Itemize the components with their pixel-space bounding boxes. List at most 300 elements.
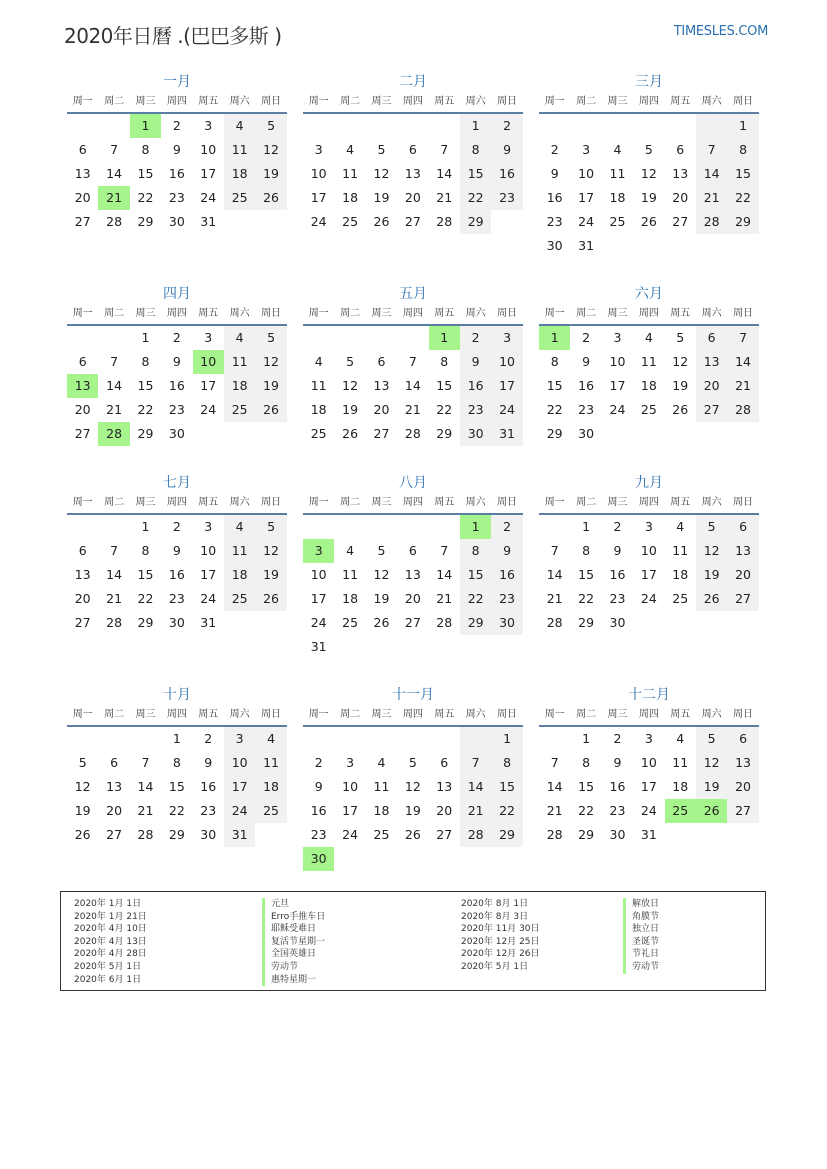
day-cell-empty [67,114,98,138]
day-cell: 7 [440,543,449,558]
weekday-header [303,304,523,326]
day-cell: 17 [491,374,522,398]
day-cell: 13 [727,751,758,775]
day-grid [303,326,523,446]
weekday-header [67,304,287,326]
day-cell: 3 [644,731,653,746]
day-cell: 11 [224,539,255,563]
weekday-label: 周二 [104,497,125,508]
day-cell: 14 [436,166,453,181]
day-cell: 16 [609,567,626,582]
day-cell: 4 [644,330,653,345]
weekday-label: 周一 [72,709,93,720]
month-name: 十二月 [628,687,670,703]
weekday-label: 周三 [135,497,156,508]
day-cell: 6 [696,326,727,350]
day-cell: 2 [172,118,181,133]
day-cell: 9 [613,543,622,558]
day-cell: 30 [609,615,626,630]
weekday-label: 周六 [229,96,250,107]
day-cell: 14 [106,567,123,582]
day-cell: 8 [727,138,758,162]
day-cell: 15 [137,567,154,582]
weekday-label: 周四 [166,497,187,508]
day-cell-empty [397,326,428,350]
day-cell: 19 [255,563,286,587]
day-cell: 21 [106,402,123,417]
day-cell: 18 [255,775,286,799]
day-cell: 13 [404,166,421,181]
day-cell: 16 [546,190,563,205]
holiday-dates-left [74,898,147,986]
weekday-label: 周三 [371,497,392,508]
day-cell: 20 [373,402,390,417]
weekday-header [67,493,287,515]
day-cell: 15 [727,162,758,186]
day-cell: 18 [224,162,255,186]
day-cell-empty [397,114,428,138]
day-cell: 17 [640,779,657,794]
day-cell: 18 [342,591,359,606]
day-cell: 5 [377,142,386,157]
day-cell: 8 [440,354,449,369]
day-cell: 6 [727,515,758,539]
day-cell: 3 [224,727,255,751]
day-cell: 20 [74,591,91,606]
day-cell: 11 [609,166,626,181]
day-cell: 16 [310,803,327,818]
weekday-label: 周四 [402,308,423,319]
day-cell: 4 [255,727,286,751]
month-name: 二月 [399,74,427,90]
day-cell-empty [334,727,365,751]
day-cell: 13 [696,350,727,374]
weekday-label: 周一 [544,96,565,107]
day-cell: 7 [141,755,150,770]
day-cell: 14 [727,350,758,374]
day-cell-empty [633,114,664,138]
day-cell: 24 [200,402,217,417]
day-cell-empty [696,114,727,138]
day-cell: 28 [436,615,453,630]
day-cell-empty [429,515,460,539]
month-block [67,473,287,635]
holiday-name: Erro手推车日 [262,911,325,924]
weekday-label: 周六 [701,96,722,107]
day-cell: 3 [582,142,591,157]
weekday-label: 周一 [308,709,329,720]
weekday-label: 周日 [733,96,754,107]
weekday-label: 周日 [733,709,754,720]
weekday-label: 周日 [261,308,282,319]
day-cell: 7 [110,543,119,558]
day-cell: 9 [172,543,181,558]
day-cell: 25 [342,615,359,630]
day-cell: 26 [74,827,91,842]
day-cell: 5 [696,515,727,539]
day-cell: 17 [609,378,626,393]
weekday-label: 周五 [434,96,455,107]
holiday-date: 2020年 4月 13日 [74,936,147,947]
holiday-date: 2020年 4月 10日 [74,924,147,935]
day-cell: 31 [491,422,522,446]
holiday-name: 角膜节 [623,911,659,924]
month-name: 一月 [163,74,191,90]
day-cell: 3 [204,519,213,534]
day-cell: 31 [578,238,595,253]
day-cell: 21 [436,591,453,606]
holiday-name: 元旦 [262,898,325,911]
holiday-names-right [623,898,659,974]
day-cell: 2 [613,519,622,534]
month-name: 八月 [399,475,427,491]
day-cell: 16 [491,162,522,186]
day-cell-empty [98,114,129,138]
day-cell: 1 [460,114,491,138]
day-cell: 7 [440,142,449,157]
day-cell: 13 [436,779,453,794]
month-block [303,72,523,234]
day-cell: 12 [255,138,286,162]
day-cell: 27 [74,214,91,229]
weekday-label: 周四 [402,497,423,508]
day-cell-holiday: 1 [130,114,161,138]
day-cell: 10 [200,543,217,558]
day-cell: 15 [491,775,522,799]
day-cell: 13 [106,779,123,794]
day-cell: 17 [224,775,255,799]
day-cell: 11 [640,354,657,369]
day-cell: 10 [200,142,217,157]
day-cell: 26 [640,214,657,229]
weekday-label: 周三 [371,709,392,720]
page-title: 2020年日曆 .(巴巴多斯 ) [64,24,282,48]
day-cell: 12 [696,751,727,775]
day-cell: 5 [78,755,87,770]
day-cell-holiday: 10 [193,350,224,374]
day-cell: 27 [74,426,91,441]
month-name: 七月 [163,475,191,491]
day-cell: 12 [373,567,390,582]
weekday-label: 周四 [638,497,659,508]
day-cell: 30 [168,615,185,630]
day-cell: 10 [578,166,595,181]
day-cell: 18 [342,190,359,205]
day-cell: 20 [74,402,91,417]
weekday-label: 周四 [402,709,423,720]
day-cell: 6 [78,142,87,157]
day-cell: 24 [224,799,255,823]
day-cell: 6 [440,755,449,770]
day-cell: 3 [314,142,323,157]
weekday-label: 周日 [261,497,282,508]
day-cell: 7 [550,755,559,770]
day-cell-empty [334,515,365,539]
weekday-label: 周四 [638,96,659,107]
weekday-label: 周二 [104,709,125,720]
month-name: 六月 [635,286,663,302]
weekday-label: 周五 [434,308,455,319]
day-cell: 24 [342,827,359,842]
day-cell: 18 [224,374,255,398]
holiday-name: 劳动节 [262,961,325,974]
day-cell: 2 [491,114,522,138]
day-cell: 27 [436,827,453,842]
day-cell: 25 [342,214,359,229]
weekday-label: 周三 [607,96,628,107]
weekday-label: 周一 [308,96,329,107]
day-cell: 8 [141,354,150,369]
day-cell: 2 [550,142,559,157]
day-cell: 8 [460,539,491,563]
day-cell: 6 [727,727,758,751]
month-block [303,473,523,659]
day-cell: 28 [546,827,563,842]
day-cell: 2 [582,330,591,345]
day-cell: 3 [346,755,355,770]
month-block [539,685,759,847]
day-cell: 19 [672,378,689,393]
day-cell: 24 [200,190,217,205]
day-cell: 20 [436,803,453,818]
day-cell: 20 [727,775,758,799]
day-cell: 22 [578,591,595,606]
day-cell: 29 [460,611,491,635]
day-cell: 22 [491,799,522,823]
day-grid [67,515,287,635]
day-cell: 11 [672,755,689,770]
weekday-label: 周二 [576,497,597,508]
day-cell: 5 [255,326,286,350]
day-cell: 16 [491,563,522,587]
day-cell: 26 [255,398,286,422]
day-cell: 28 [106,214,123,229]
weekday-label: 周六 [701,709,722,720]
holiday-name: 解放日 [623,898,659,911]
weekday-label: 周二 [576,96,597,107]
day-cell-empty [602,114,633,138]
day-cell: 21 [546,803,563,818]
day-cell: 8 [550,354,559,369]
day-cell: 11 [342,166,359,181]
weekday-header [67,92,287,114]
day-cell: 26 [342,426,359,441]
day-cell: 2 [613,731,622,746]
weekday-label: 周三 [135,308,156,319]
holiday-date: 2020年 1月 1日 [74,899,142,909]
weekday-label: 周二 [340,709,361,720]
day-cell-empty [539,727,570,751]
day-cell: 18 [672,779,689,794]
day-cell: 5 [346,354,355,369]
day-cell: 7 [408,354,417,369]
day-cell-empty [397,515,428,539]
day-cell: 5 [408,755,417,770]
day-cell: 11 [255,751,286,775]
day-cell: 31 [640,827,657,842]
weekday-label: 周二 [104,308,125,319]
day-cell: 23 [491,587,522,611]
day-cell: 30 [460,422,491,446]
day-cell-holiday: 1 [460,515,491,539]
day-cell: 27 [404,214,421,229]
day-cell: 12 [255,350,286,374]
day-cell: 25 [224,587,255,611]
day-cell: 8 [141,142,150,157]
day-cell: 27 [672,214,689,229]
day-cell: 14 [546,567,563,582]
holiday-name: 复活节星期一 [262,936,325,949]
day-cell: 29 [137,214,154,229]
day-cell: 18 [609,190,626,205]
holiday-name: 独立日 [623,923,659,936]
day-cell: 21 [460,799,491,823]
day-grid [67,727,287,847]
month-block [67,284,287,446]
weekday-label: 周三 [371,96,392,107]
day-cell: 13 [74,567,91,582]
weekday-label: 周一 [544,497,565,508]
day-cell: 20 [672,190,689,205]
day-cell: 12 [696,539,727,563]
day-cell: 22 [546,402,563,417]
day-cell: 6 [78,354,87,369]
day-grid [303,515,523,659]
day-cell: 17 [310,591,327,606]
weekday-header [539,92,759,114]
day-cell: 22 [578,803,595,818]
day-cell: 29 [137,426,154,441]
day-cell-holiday: 3 [303,539,334,563]
day-cell: 12 [640,166,657,181]
day-cell-empty [460,727,491,751]
day-cell: 9 [172,354,181,369]
weekday-label: 周一 [544,308,565,319]
day-cell: 6 [408,543,417,558]
day-cell-empty [539,515,570,539]
day-cell-empty [67,326,98,350]
day-cell: 25 [373,827,390,842]
day-cell: 20 [404,591,421,606]
day-cell: 23 [460,398,491,422]
day-cell: 8 [582,543,591,558]
day-cell: 6 [408,142,417,157]
weekday-label: 周四 [166,96,187,107]
day-cell: 11 [373,779,390,794]
day-cell: 10 [224,751,255,775]
month-name: 十一月 [392,687,434,703]
month-block [539,284,759,446]
day-cell: 4 [224,326,255,350]
day-cell: 4 [346,543,355,558]
day-cell: 23 [168,402,185,417]
day-cell: 16 [168,567,185,582]
weekday-label: 周二 [576,709,597,720]
holiday-date: 2020年 12月 25日 [461,936,540,947]
day-cell-empty [366,727,397,751]
month-name: 四月 [163,286,191,302]
day-cell: 31 [310,639,327,654]
weekday-header [303,92,523,114]
day-cell: 7 [727,326,758,350]
weekday-label: 周三 [135,96,156,107]
day-cell: 19 [404,803,421,818]
month-block [539,72,759,258]
day-grid [303,114,523,234]
weekday-label: 周四 [166,308,187,319]
day-cell: 30 [491,611,522,635]
day-cell: 27 [106,827,123,842]
weekday-label: 周六 [465,308,486,319]
day-cell: 18 [672,567,689,582]
day-cell: 11 [224,350,255,374]
day-cell: 27 [696,398,727,422]
day-cell: 17 [200,567,217,582]
holiday-date: 2020年 5月 1日 [461,961,529,972]
weekday-label: 周三 [607,709,628,720]
weekday-label: 周三 [607,497,628,508]
day-cell-holiday: 30 [303,847,334,871]
day-cell: 25 [255,799,286,823]
day-cell: 24 [310,615,327,630]
day-cell-empty [366,114,397,138]
day-cell: 19 [342,402,359,417]
day-cell: 4 [676,731,685,746]
day-cell: 15 [460,563,491,587]
month-block [303,685,523,871]
day-cell: 14 [696,162,727,186]
day-cell: 30 [578,426,595,441]
day-cell: 10 [640,543,657,558]
day-cell: 8 [582,755,591,770]
day-cell: 27 [74,615,91,630]
weekday-label: 周四 [638,308,659,319]
day-cell: 25 [640,402,657,417]
day-cell: 18 [640,378,657,393]
weekday-label: 周五 [198,308,219,319]
day-cell: 4 [676,519,685,534]
month-name: 十月 [163,687,191,703]
day-cell: 28 [436,214,453,229]
weekday-label: 周日 [261,709,282,720]
weekday-label: 周六 [465,96,486,107]
day-cell: 7 [550,543,559,558]
day-cell: 28 [727,398,758,422]
day-cell: 2 [172,330,181,345]
site-link[interactable]: TIMESLES.COM [673,24,768,39]
day-cell: 20 [106,803,123,818]
day-cell: 1 [172,731,181,746]
month-name: 三月 [635,74,663,90]
day-cell: 31 [200,214,217,229]
weekday-label: 周三 [371,308,392,319]
day-cell: 1 [491,727,522,751]
day-cell: 26 [255,587,286,611]
day-cell-empty [665,114,696,138]
day-cell: 7 [696,138,727,162]
month-name: 九月 [635,475,663,491]
weekday-label: 周日 [733,497,754,508]
weekday-header [539,705,759,727]
holiday-date: 2020年 11月 30日 [461,924,540,935]
day-cell: 4 [613,142,622,157]
day-cell: 12 [373,166,390,181]
day-cell: 6 [676,142,685,157]
day-cell: 30 [168,214,185,229]
day-cell: 14 [436,567,453,582]
day-cell: 24 [640,591,657,606]
day-cell: 25 [310,426,327,441]
